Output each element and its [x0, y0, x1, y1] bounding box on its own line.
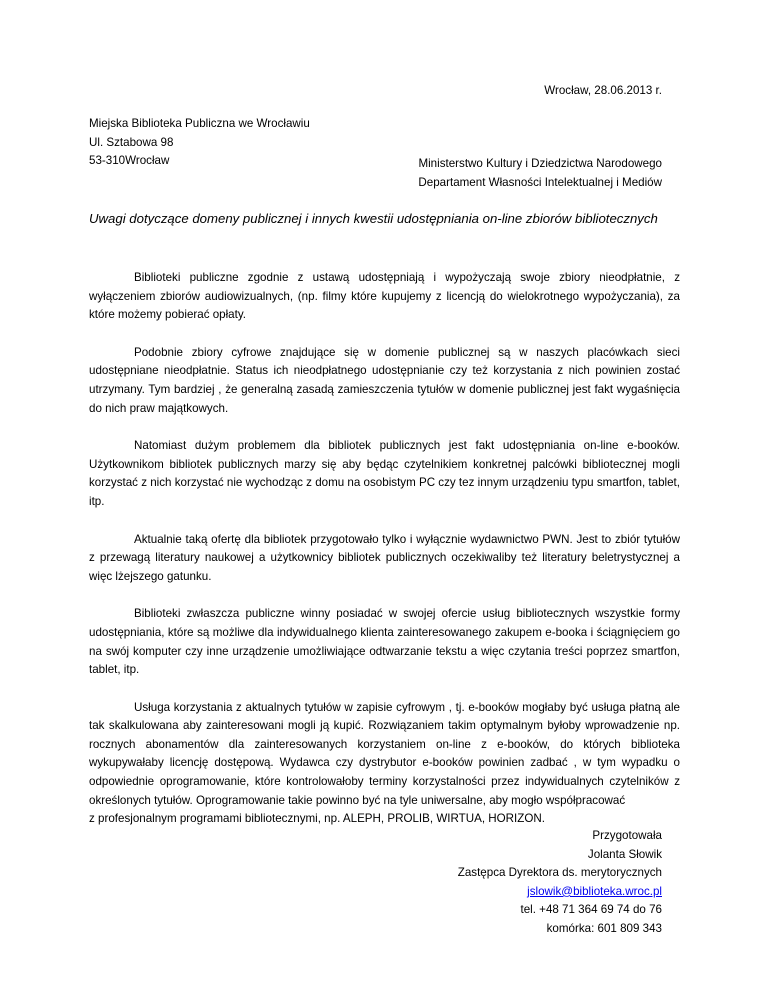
letter-subject: Uwagi dotyczące domeny publicznej i innych kwestii udostępniania on-line zbiorów bibliotecznych	[89, 211, 658, 226]
body-paragraph: Aktualnie taką ofertę dla bibliotek przygotowało tylko i wyłącznie wydawnictwo PWN. Jest to zbiór tytułów z przewagą literatury naukowej a użytkownicy bibliotek publicznych oczekiwaliby też literatury beletrystycznej a więc lżejszego gatunku.	[89, 532, 680, 583]
body-paragraph: Biblioteki zwłaszcza publiczne winny posiadać w swojej ofercie usług bibliotecznych wszystkie formy udostępniania, które są możliwe dla indywidualnego klienta zainteresowanego zakupem e-booka i ściągnięciem go na swój komputer czy inne urządzenie umożliwiające odtwarzanie tekstu a więc czytania treści poprzez smartfon, tablet, itp.	[89, 607, 680, 677]
sender-postal: 53-310Wrocław	[89, 154, 170, 168]
sender-address	[89, 115, 310, 171]
sender-street: Ul. Sztabowa 98	[89, 135, 174, 149]
letter-body	[89, 269, 680, 829]
recipient-address	[418, 155, 662, 192]
signature-name: Jolanta Słowik	[587, 847, 662, 861]
body-paragraph: Usługa korzystania z aktualnych tytułów w zapisie cyfrowym , tj. e-booków mogłaby być usługa płatną ale tak skalkulowana aby zainteresowani mogli ją kupić. Rozwiązaniem takim optymalnym byłoby wprowadzenie np. rocznych abonamentów dla zainteresowanych korzystaniem on-line z e-booków, do których biblioteka wykupywałaby licencję dostępową. Wydawca czy dystrybutor e-booków powinien zadbać , w tym wypadku o odpowiednie oprogramowanie, które kontrolowałoby terminy korzystalności przez indywidualnych czytelników z określonych tytułów. Oprogramowanie takie powinno być na tyle uniwersalne, aby mogło współpracować	[89, 700, 680, 807]
signature-phone: tel. +48 71 364 69 74 do 76	[520, 903, 662, 917]
letter-date: Wrocław, 28.06.2013 r.	[544, 84, 662, 97]
recipient-line-2: Departament Własności Intelektualnej i Mediów	[418, 175, 662, 189]
signature-block	[458, 827, 662, 939]
sender-name: Miejska Biblioteka Publiczna we Wrocławiu	[89, 117, 310, 130]
signature-mobile: komórka: 601 809 343	[546, 921, 662, 935]
signature-role: Zastępca Dyrektora ds. merytorycznych	[457, 866, 662, 880]
body-closing-line: z profesjonalnym programami bibliotecznymi, np. ALEPH, PROLIB, WIRTUA, HORIZON.	[89, 812, 545, 826]
recipient-line-1: Ministerstwo Kultury i Dziedzictwa Narodowego	[418, 157, 662, 170]
email-link[interactable]: jslowik@biblioteka.wroc.pl	[527, 884, 662, 898]
body-paragraph: Podobnie zbiory cyfrowe znajdujące się w domenie publicznej są w naszych placówkach sieci udostępniane nieodpłatnie. Status ich nieodpłatnego udostępnianie czy też korzystania z nich powinien zostać utrzymany. Tym bardziej , że generalną zasadą zamieszczenia tytułów w domenie publicznej jest fakt wygaśnięcia do nich praw majątkowych.	[89, 345, 680, 415]
body-paragraph: Natomiast dużym problemem dla bibliotek publicznych jest fakt udostępniania on-line e-booków. Użytkownikom bibliotek publicznych marzy się aby będąc czytelnikiem konkretnej palcówki bibliotecznej mogli korzystać z nich korzystać nie wychodząc z domu na osobistym PC czy tez innym urządzeniu typu smartfon, tablet, itp.	[89, 439, 680, 508]
body-paragraph: Biblioteki publiczne zgodnie z ustawą udostępniają i wypożyczają swoje zbiory nieodpłatnie, z wyłączeniem zbiorów audiowizualnych, (np. filmy które kupujemy z licencją do wielokrotnego wypożyczania), za które możemy pobierać opłaty.	[89, 271, 680, 322]
signature-prepared: Przygotowała	[592, 829, 662, 842]
